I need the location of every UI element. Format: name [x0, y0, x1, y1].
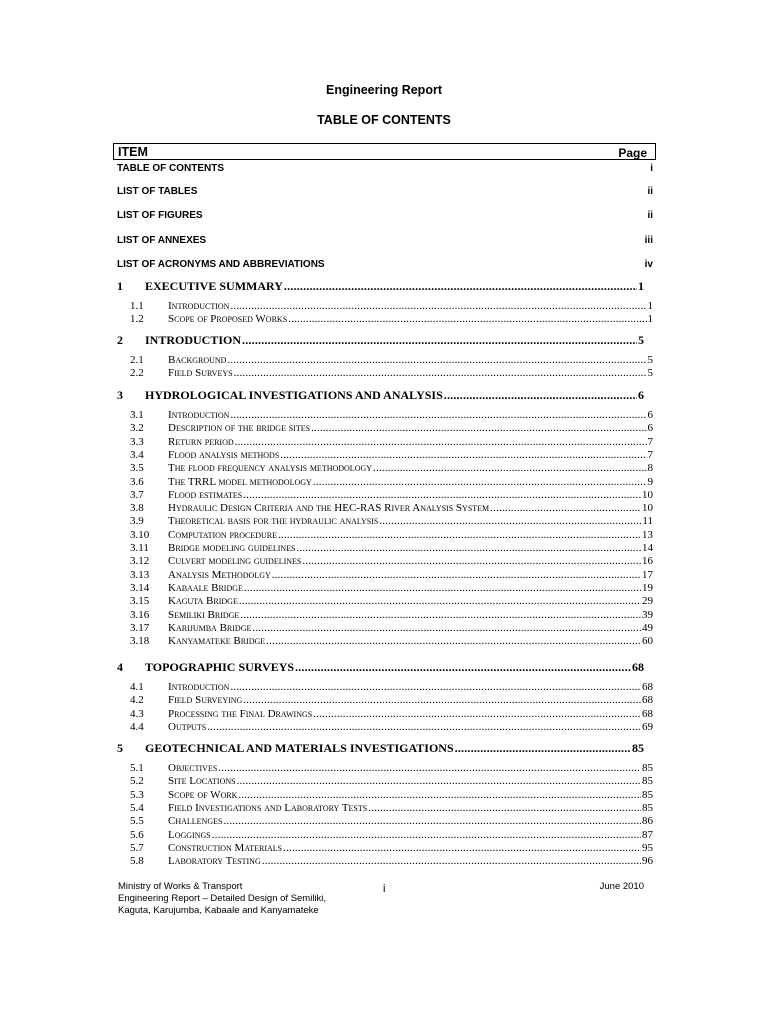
- toc-subsection-page: 7: [647, 448, 653, 461]
- toc-subsection-entry: [130, 569, 653, 581]
- toc-subsection-number: 3.3: [130, 435, 144, 448]
- toc-subsection-page: 16: [642, 555, 653, 568]
- toc-leader-dots: [230, 300, 646, 312]
- toc-section-page: 6: [638, 388, 644, 402]
- toc-subsection-page: 68: [642, 694, 653, 707]
- toc-section-title: GEOTECHNICAL AND MATERIALS INVESTIGATIONS: [145, 741, 454, 755]
- toc-subsection-number: 3.2: [130, 422, 144, 435]
- toc-subsection-title: Scope of Work: [168, 788, 238, 801]
- toc-subsection-page: 85: [642, 788, 653, 801]
- toc-subsection-page: 17: [642, 568, 653, 581]
- toc-subsection-entry: [130, 354, 653, 366]
- toc-subsection-number: 1.2: [130, 313, 144, 326]
- toc-leader-dots: [218, 762, 641, 774]
- toc-subsection-title: Flood estimates: [168, 488, 243, 501]
- toc-subsection-page: 5: [647, 354, 653, 366]
- toc-subsection-title: Field Investigations and Laboratory Tests: [168, 801, 368, 814]
- toc-leader-dots: [490, 502, 641, 514]
- toc-leader-dots: [230, 681, 641, 693]
- toc-subsection-entry: [130, 721, 653, 733]
- toc-leader-dots: [227, 354, 646, 366]
- toc-subsection-entry: [130, 842, 653, 854]
- toc-subsection-entry: [130, 300, 653, 312]
- toc-subsection-entry: [130, 681, 653, 693]
- toc-leader-dots: [283, 842, 641, 854]
- toc-subsection-page: 7: [647, 435, 653, 448]
- toc-subsection-page: 85: [642, 775, 653, 788]
- toc-front-page: i: [650, 163, 653, 174]
- footer-date: June 2010: [599, 881, 644, 892]
- footer-bridges-line: Kaguta, Karujumba, Kabaale and Kanyamateke: [118, 905, 319, 916]
- toc-subsection-number: 1.1: [130, 300, 144, 312]
- toc-subsection-title: Introduction: [168, 300, 230, 312]
- toc-subsection-title: Culvert modeling guidelines: [168, 555, 302, 568]
- toc-front-page: ii: [647, 186, 653, 197]
- toc-subsection-title: Kaguta Bridge: [168, 595, 238, 608]
- toc-section-entry: [117, 660, 644, 674]
- toc-subsection-entry: [130, 489, 653, 501]
- toc-subsection-title: Introduction: [168, 409, 230, 421]
- toc-leader-dots: [237, 775, 641, 787]
- footer-page-number: i: [383, 883, 386, 895]
- toc-subsection-page: 9: [647, 475, 653, 488]
- toc-front-page: iii: [644, 235, 653, 246]
- toc-subsection-page: 11: [642, 515, 653, 528]
- toc-subsection-number: 3.15: [130, 595, 150, 608]
- toc-subsection-number: 5.1: [130, 762, 144, 774]
- toc-subsection-page: 8: [647, 462, 653, 475]
- toc-leader-dots: [262, 855, 641, 867]
- toc-leader-dots: [444, 388, 637, 403]
- toc-subsection-title: Processing the Final Drawings: [168, 707, 313, 720]
- toc-subsection-title: Scope of Proposed Works: [168, 313, 288, 326]
- toc-subsection-number: 3.14: [130, 581, 150, 594]
- toc-subsection-number: 5.2: [130, 775, 144, 788]
- toc-subsection-title: Field Surveying: [168, 694, 243, 707]
- toc-section-page: 1: [638, 279, 644, 293]
- toc-subsection-page: 68: [642, 681, 653, 693]
- toc-leader-dots: [243, 489, 641, 501]
- toc-subsection-number: 3.9: [130, 515, 144, 528]
- toc-subsection-page: 10: [642, 488, 653, 501]
- toc-leader-dots: [313, 476, 647, 488]
- toc-subsection-entry: [130, 367, 653, 379]
- toc-subsection-page: 5: [647, 367, 653, 380]
- toc-leader-dots: [230, 409, 646, 421]
- toc-front-label: LIST OF TABLES: [117, 186, 198, 197]
- toc-subsection-number: 3.13: [130, 568, 150, 581]
- toc-subsection-title: Bridge modeling guidelines: [168, 542, 296, 554]
- toc-leader-dots: [212, 829, 641, 841]
- toc-subsection-page: 39: [642, 608, 653, 621]
- footer-report-line: Engineering Report – Detailed Design of Semiliki,: [118, 893, 327, 904]
- toc-subsection-number: 3.11: [130, 542, 149, 554]
- toc-subsection-title: Karijumba Bridge: [168, 621, 252, 634]
- toc-subsection-number: 3.6: [130, 475, 144, 488]
- toc-subsection-number: 3.5: [130, 462, 144, 475]
- toc-section-number: 2: [117, 333, 123, 347]
- toc-subsection-page: 1: [647, 300, 653, 312]
- toc-section-entry: [117, 333, 644, 347]
- toc-subsection-number: 3.18: [130, 635, 150, 648]
- toc-leader-dots: [235, 436, 647, 448]
- toc-subsection-entry: [130, 409, 653, 421]
- toc-subsection-title: Laboratory Testing: [168, 855, 261, 868]
- toc-subsection-entry: [130, 313, 653, 325]
- toc-subsection-number: 3.7: [130, 488, 144, 501]
- toc-front-label: LIST OF FIGURES: [117, 210, 203, 221]
- toc-subsection-title: Kabaale Bridge: [168, 581, 243, 594]
- toc-subsection-title: Description of the bridge sites: [168, 422, 311, 435]
- toc-leader-dots: [284, 279, 637, 294]
- document-title: Engineering Report: [326, 83, 442, 97]
- toc-subsection-title: Introduction: [168, 681, 230, 693]
- toc-subsection-title: Semiliki Bridge: [168, 608, 240, 621]
- toc-leader-dots: [243, 694, 641, 706]
- footer-ministry: Ministry of Works & Transport: [118, 881, 243, 892]
- toc-subsection-entry: [130, 449, 653, 461]
- toc-leader-dots: [238, 789, 641, 801]
- toc-front-label: TABLE OF CONTENTS: [117, 163, 225, 174]
- toc-subsection-entry: [130, 708, 653, 720]
- toc-header-page: Page: [618, 146, 647, 160]
- toc-subsection-number: 3.10: [130, 528, 150, 541]
- toc-leader-dots: [244, 582, 641, 594]
- toc-subsection-page: 19: [642, 581, 653, 594]
- toc-subsection-number: 2.2: [130, 367, 144, 380]
- toc-section-title: HYDROLOGICAL INVESTIGATIONS AND ANALYSIS: [145, 388, 443, 402]
- toc-leader-dots: [302, 555, 641, 567]
- toc-subsection-page: 49: [642, 621, 653, 634]
- toc-section-page: 85: [632, 741, 644, 755]
- toc-subsection-number: 3.12: [130, 555, 150, 568]
- toc-leader-dots: [295, 660, 631, 675]
- toc-subsection-page: 86: [642, 815, 653, 828]
- toc-subsection-page: 96: [642, 855, 653, 868]
- toc-subsection-entry: [130, 635, 653, 647]
- toc-header-item: ITEM: [118, 145, 148, 159]
- toc-subsection-title: Kanyamateke Bridge: [168, 635, 266, 648]
- toc-subsection-title: Objectives: [168, 762, 218, 774]
- toc-subsection-entry: [130, 815, 653, 827]
- toc-subsection-title: Return period: [168, 435, 234, 448]
- toc-subsection-page: 6: [647, 422, 653, 435]
- toc-subsection-page: 60: [642, 635, 653, 648]
- toc-subsection-title: Computation procedure: [168, 528, 278, 541]
- toc-subsection-number: 3.17: [130, 621, 150, 634]
- toc-section-page: 68: [632, 660, 644, 674]
- toc-subsection-page: 14: [642, 542, 653, 554]
- toc-leader-dots: [373, 462, 646, 474]
- toc-section-title: EXECUTIVE SUMMARY: [145, 279, 283, 293]
- toc-section-number: 1: [117, 279, 123, 293]
- toc-subsection-page: 95: [642, 841, 653, 854]
- toc-subsection-number: 5.8: [130, 855, 144, 868]
- toc-leader-dots: [313, 708, 641, 720]
- toc-subsection-number: 4.3: [130, 707, 144, 720]
- toc-subsection-entry: [130, 829, 653, 841]
- toc-subsection-entry: [130, 462, 653, 474]
- toc-subsection-entry: [130, 775, 653, 787]
- toc-section-number: 5: [117, 741, 123, 755]
- toc-leader-dots: [278, 529, 641, 541]
- toc-section-entry: [117, 741, 644, 755]
- toc-subsection-entry: [130, 515, 653, 527]
- toc-subsection-entry: [130, 855, 653, 867]
- toc-subsection-number: 5.6: [130, 828, 144, 841]
- toc-subsection-entry: [130, 502, 653, 514]
- toc-section-page: 5: [638, 333, 644, 347]
- toc-leader-dots: [379, 515, 641, 527]
- toc-subsection-page: 1: [647, 313, 653, 326]
- toc-subsection-page: 68: [642, 707, 653, 720]
- toc-subsection-number: 2.1: [130, 354, 144, 366]
- toc-subsection-number: 5.3: [130, 788, 144, 801]
- toc-subsection-entry: [130, 476, 653, 488]
- toc-section-number: 4: [117, 660, 123, 674]
- toc-subsection-entry: [130, 694, 653, 706]
- toc-subsection-number: 3.4: [130, 448, 144, 461]
- toc-leader-dots: [242, 333, 637, 348]
- toc-leader-dots: [223, 815, 641, 827]
- toc-leader-dots: [280, 449, 646, 461]
- toc-subsection-page: 29: [642, 595, 653, 608]
- toc-subsection-title: Challenges: [168, 815, 223, 828]
- toc-subsection-page: 10: [642, 502, 653, 515]
- toc-leader-dots: [252, 622, 641, 634]
- toc-subsection-number: 4.2: [130, 694, 144, 707]
- toc-subsection-title: The TRRL model methodology: [168, 475, 312, 488]
- toc-subsection-title: Outputs: [168, 720, 207, 733]
- toc-front-label: LIST OF ANNEXES: [117, 235, 207, 246]
- toc-subsection-title: Construction Materials: [168, 841, 283, 854]
- toc-subsection-entry: [130, 542, 653, 554]
- toc-front-label: LIST OF ACRONYMS AND ABBREVIATIONS: [117, 259, 325, 270]
- toc-subsection-title: Field Surveys: [168, 367, 233, 380]
- toc-leader-dots: [297, 542, 642, 554]
- toc-section-number: 3: [117, 388, 123, 402]
- toc-subsection-title: Background: [168, 354, 227, 366]
- toc-section-entry: [117, 388, 644, 402]
- toc-subsection-page: 87: [642, 828, 653, 841]
- toc-subsection-entry: [130, 422, 653, 434]
- toc-subsection-entry: [130, 762, 653, 774]
- toc-leader-dots: [240, 609, 641, 621]
- toc-leader-dots: [234, 367, 647, 379]
- toc-subsection-title: Hydraulic Design Criteria and the HEC-RAS River Analysis System: [168, 502, 490, 515]
- toc-leader-dots: [207, 721, 641, 733]
- toc-subsection-number: 4.1: [130, 681, 144, 693]
- toc-leader-dots: [368, 802, 641, 814]
- toc-subsection-entry: [130, 609, 653, 621]
- toc-subsection-entry: [130, 582, 653, 594]
- toc-front-page: ii: [647, 210, 653, 221]
- toc-leader-dots: [272, 569, 641, 581]
- toc-leader-dots: [455, 741, 631, 756]
- toc-subsection-entry: [130, 436, 653, 448]
- toc-subsection-title: Theoretical basis for the hydraulic analysis: [168, 515, 379, 528]
- toc-subsection-page: 13: [642, 528, 653, 541]
- toc-subsection-title: Loggings: [168, 828, 211, 841]
- toc-heading: TABLE OF CONTENTS: [317, 113, 451, 127]
- toc-subsection-number: 5.7: [130, 841, 144, 854]
- toc-leader-dots: [266, 635, 641, 647]
- toc-leader-dots: [288, 313, 646, 325]
- toc-subsection-title: Analysis Methodolgy: [168, 568, 271, 581]
- toc-subsection-page: 69: [642, 720, 653, 733]
- toc-subsection-number: 3.1: [130, 409, 144, 421]
- toc-subsection-number: 3.8: [130, 502, 144, 515]
- toc-front-page: iv: [644, 259, 653, 270]
- toc-subsection-number: 4.4: [130, 720, 144, 733]
- toc-section-title: TOPOGRAPHIC SURVEYS: [145, 660, 295, 674]
- toc-subsection-entry: [130, 622, 653, 634]
- toc-header-box: [113, 143, 656, 160]
- toc-subsection-page: 85: [642, 762, 653, 774]
- toc-subsection-number: 5.4: [130, 801, 144, 814]
- toc-subsection-title: The flood frequency analysis methodology: [168, 462, 373, 475]
- toc-subsection-entry: [130, 595, 653, 607]
- toc-leader-dots: [239, 595, 641, 607]
- toc-subsection-title: Flood analysis methods: [168, 448, 280, 461]
- toc-subsection-page: 6: [647, 409, 653, 421]
- toc-subsection-entry: [130, 555, 653, 567]
- toc-subsection-number: 5.5: [130, 815, 144, 828]
- toc-subsection-title: Site Locations: [168, 775, 236, 788]
- toc-subsection-entry: [130, 529, 653, 541]
- toc-subsection-page: 85: [642, 801, 653, 814]
- toc-subsection-entry: [130, 789, 653, 801]
- toc-subsection-entry: [130, 802, 653, 814]
- toc-section-title: INTRODUCTION: [145, 333, 242, 347]
- toc-section-entry: [117, 279, 644, 293]
- toc-subsection-number: 3.16: [130, 608, 150, 621]
- footer-left: [118, 881, 326, 917]
- toc-leader-dots: [311, 422, 646, 434]
